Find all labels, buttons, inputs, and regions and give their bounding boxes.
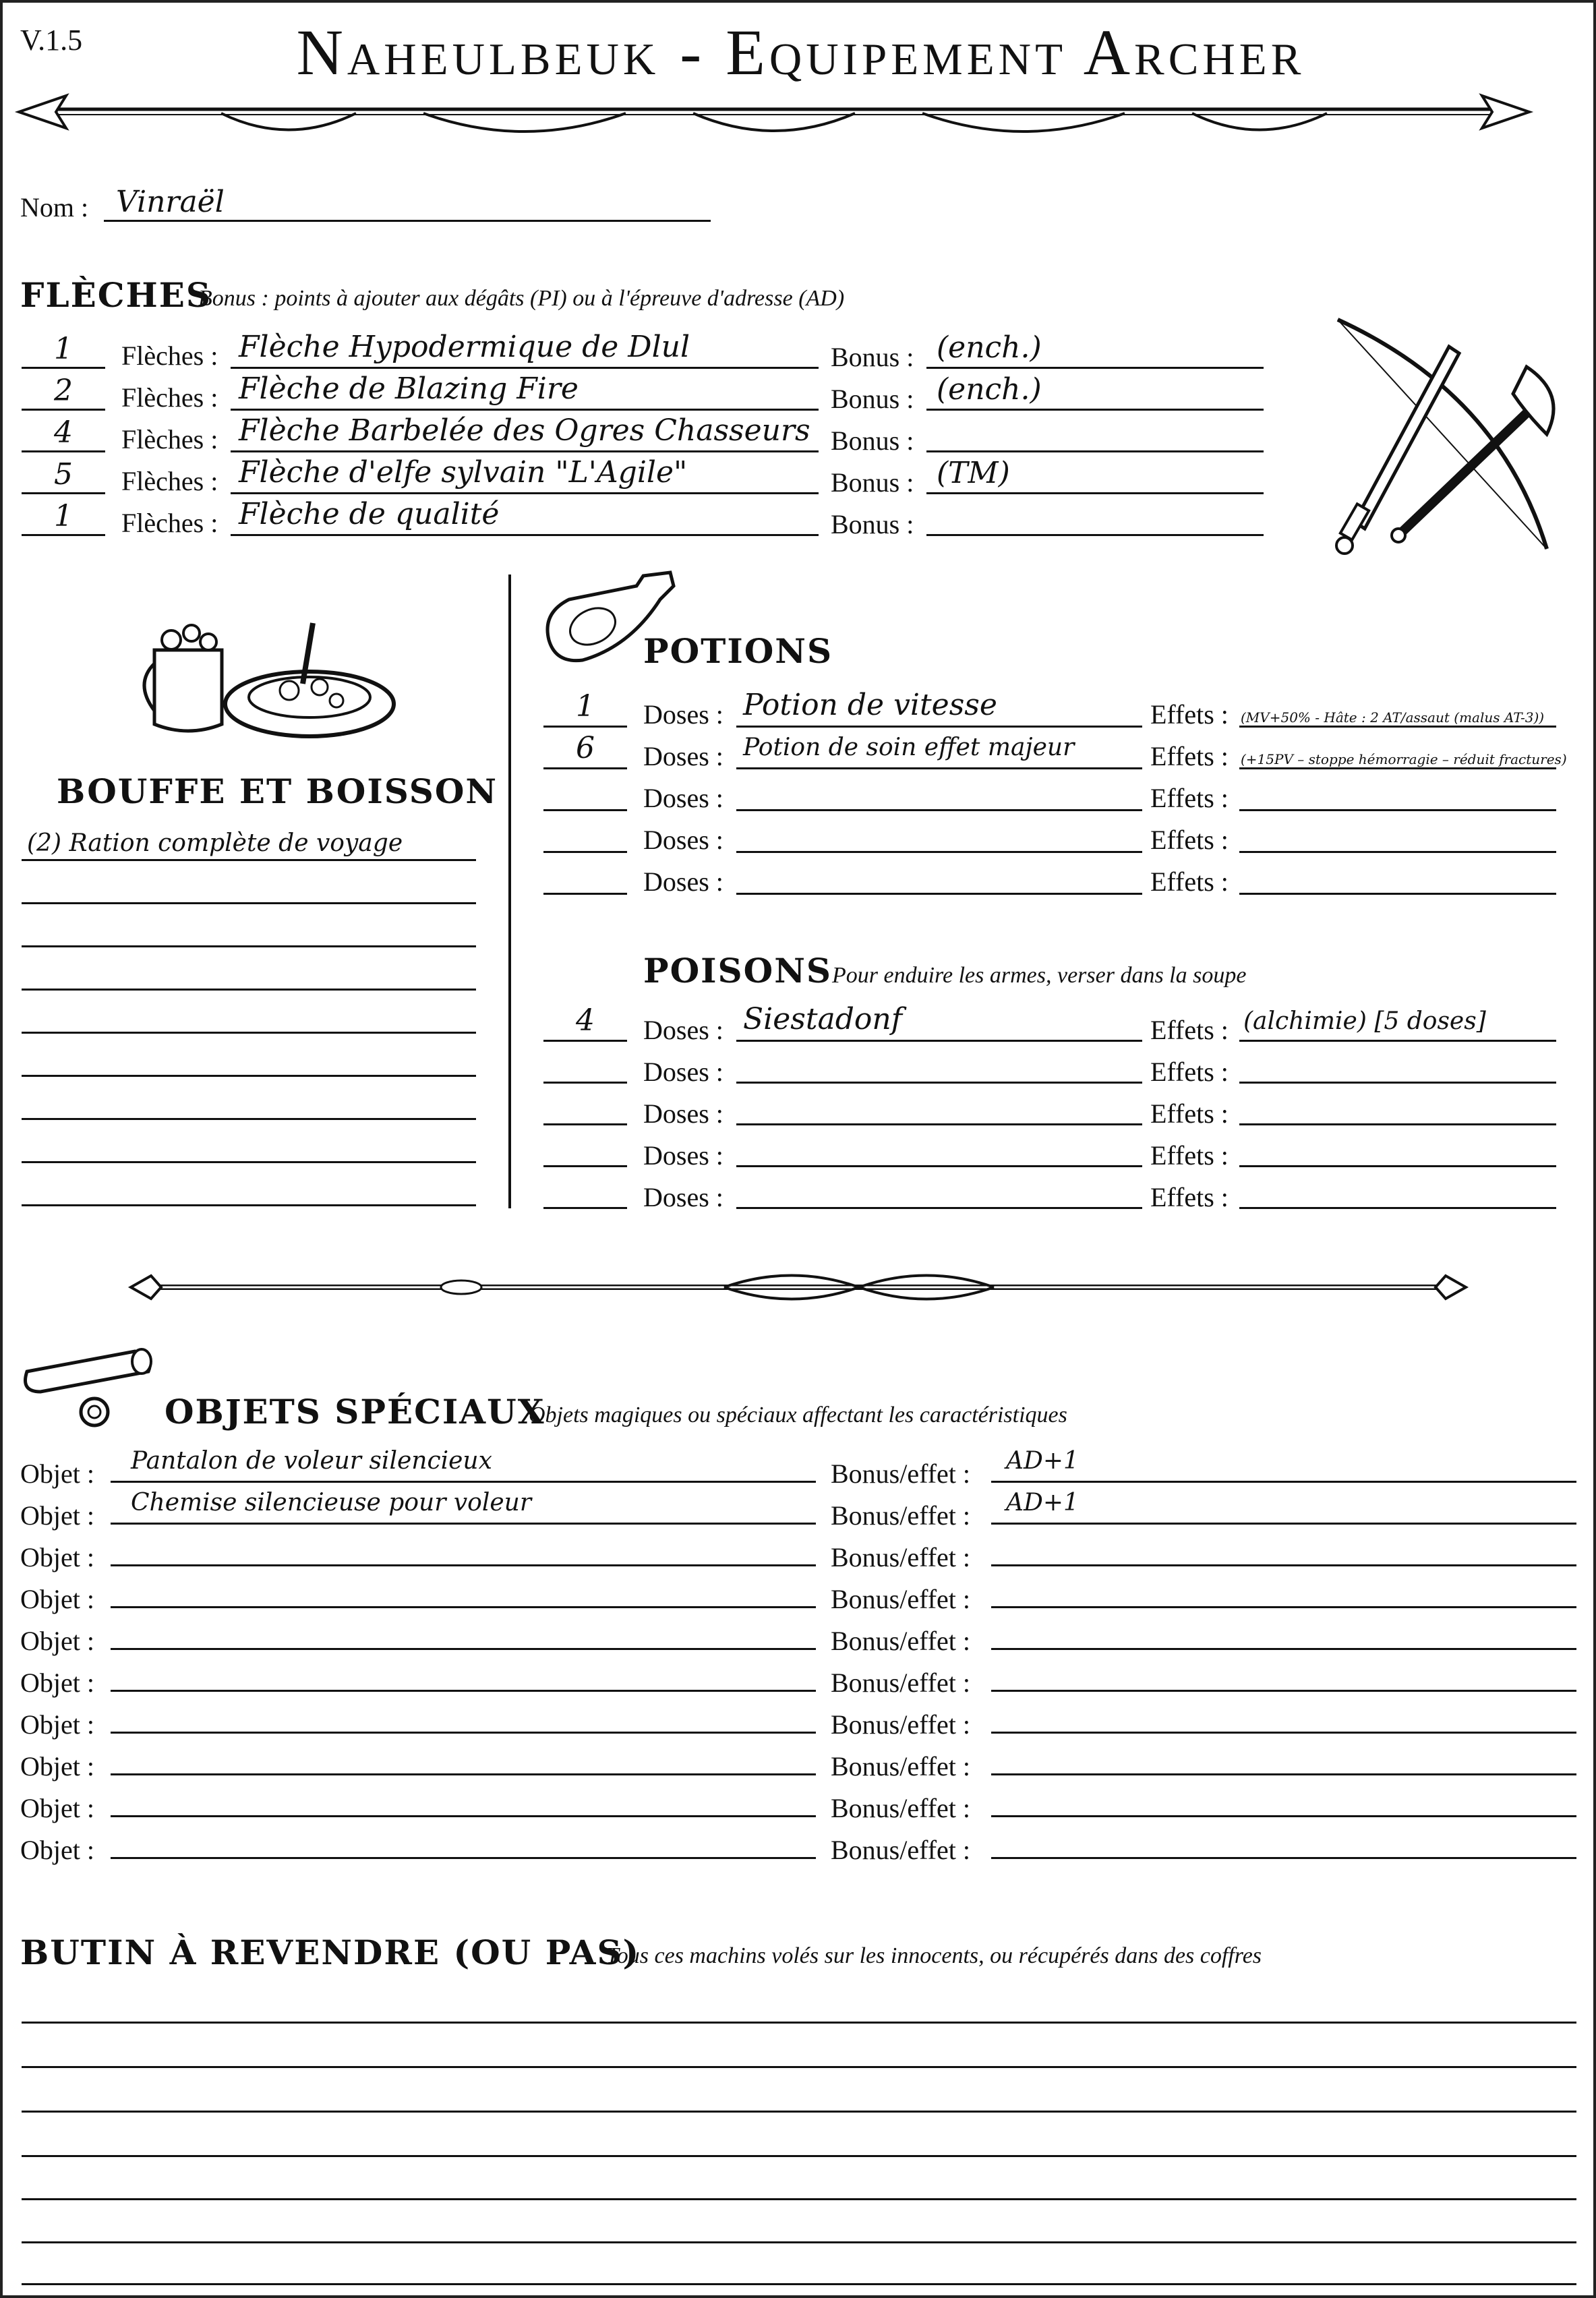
potion-doses-label: Doses : bbox=[643, 699, 723, 730]
fleches-title: FLÈCHES bbox=[20, 275, 212, 315]
fleche-name[interactable]: Flèche Barbelée des Ogres Chasseurs bbox=[239, 413, 810, 448]
fleche-bonus[interactable]: (ench.) bbox=[937, 330, 1042, 365]
fleche-bonus-label: Bonus : bbox=[831, 509, 914, 539]
fleche-name[interactable]: Flèche Hypodermique de Dlul bbox=[239, 330, 690, 364]
poison-effets-label: Effets : bbox=[1150, 1182, 1229, 1212]
objet-label: Objet : bbox=[20, 1584, 94, 1614]
objet-bonus-label: Bonus/effet : bbox=[831, 1459, 971, 1489]
fleche-bonus[interactable]: (TM) bbox=[937, 456, 1010, 490]
poison-doses-label: Doses : bbox=[643, 1057, 723, 1087]
page-title: Naheulbeuk - Equipement Archer bbox=[296, 16, 1305, 88]
fleche-qty[interactable]: 1 bbox=[54, 332, 73, 366]
crossed-bow-sword-axe-icon bbox=[1324, 313, 1574, 556]
fleche-bonus-label: Bonus : bbox=[831, 467, 914, 498]
fleche-bonus-label: Bonus : bbox=[831, 425, 914, 456]
potion-doses-label: Doses : bbox=[643, 741, 723, 771]
potion-name[interactable]: Potion de soin effet majeur bbox=[743, 734, 1075, 761]
objet-name[interactable]: Pantalon de voleur silencieux bbox=[131, 1447, 492, 1475]
potion-effets-label: Effets : bbox=[1150, 866, 1229, 897]
objet-label: Objet : bbox=[20, 1459, 94, 1489]
potion-doses-label: Doses : bbox=[643, 825, 723, 855]
name-value[interactable]: Vinraël bbox=[116, 185, 225, 219]
scroll-ring-icon bbox=[20, 1345, 162, 1432]
poison-doses-label: Doses : bbox=[643, 1140, 723, 1171]
objet-label: Objet : bbox=[20, 1793, 94, 1823]
fleche-name[interactable]: Flèche de qualité bbox=[239, 497, 500, 531]
potion-effets-label: Effets : bbox=[1150, 699, 1229, 730]
poison-effets-label: Effets : bbox=[1150, 1140, 1229, 1171]
poison-doses-label: Doses : bbox=[643, 1015, 723, 1045]
objet-bonus-label: Bonus/effet : bbox=[831, 1542, 971, 1572]
objet-bonus-label: Bonus/effet : bbox=[831, 1584, 971, 1614]
potion-effets-label: Effets : bbox=[1150, 825, 1229, 855]
arrow-divider-icon bbox=[19, 89, 1529, 150]
potion-doses-label: Doses : bbox=[643, 783, 723, 813]
potion-qty[interactable]: 1 bbox=[576, 689, 595, 724]
fleche-name[interactable]: Flèche de Blazing Fire bbox=[239, 372, 579, 406]
bouffe-title: BOUFFE ET BOISSON bbox=[57, 771, 498, 811]
objet-label: Objet : bbox=[20, 1751, 94, 1781]
fleche-qty[interactable]: 1 bbox=[54, 499, 73, 533]
poison-effets-label: Effets : bbox=[1150, 1015, 1229, 1045]
poison-doses-label: Doses : bbox=[643, 1098, 723, 1129]
potions-title: POTIONS bbox=[643, 631, 833, 671]
name-label: Nom : bbox=[20, 192, 89, 223]
objet-label: Objet : bbox=[20, 1626, 94, 1656]
poisons-subtitle: Pour enduire les armes, verser dans la soupe bbox=[832, 963, 1247, 988]
objet-bonus[interactable]: AD+1 bbox=[1006, 1447, 1079, 1475]
objet-bonus-label: Bonus/effet : bbox=[831, 1835, 971, 1865]
potion-effets-label: Effets : bbox=[1150, 783, 1229, 813]
potion-effect[interactable]: (+15PV – stoppe hémorragie – réduit fractures) bbox=[1241, 751, 1567, 767]
objet-label: Objet : bbox=[20, 1500, 94, 1531]
potion-name[interactable]: Potion de vitesse bbox=[743, 688, 997, 722]
objet-bonus[interactable]: AD+1 bbox=[1006, 1489, 1079, 1516]
fleche-qty-label: Flèches : bbox=[121, 341, 218, 371]
fleche-name[interactable]: Flèche d'elfe sylvain "L'Agile" bbox=[239, 455, 688, 490]
fleche-qty[interactable]: 5 bbox=[54, 457, 73, 492]
potion-qty[interactable]: 6 bbox=[576, 731, 595, 765]
poison-effets-label: Effets : bbox=[1150, 1098, 1229, 1129]
objet-bonus-label: Bonus/effet : bbox=[831, 1793, 971, 1823]
objet-label: Objet : bbox=[20, 1542, 94, 1572]
food-bowl-mug-icon bbox=[141, 610, 397, 744]
poison-name[interactable]: Siestadonf bbox=[743, 1002, 903, 1036]
fleche-qty-label: Flèches : bbox=[121, 424, 218, 454]
objet-bonus-label: Bonus/effet : bbox=[831, 1709, 971, 1740]
poisons-title: POISONS bbox=[643, 951, 833, 991]
objets-subtitle: Objets magiques ou spéciaux affectant les caractéristiques bbox=[529, 1403, 1067, 1427]
poison-effect[interactable]: (alchimie) [5 doses] bbox=[1243, 1007, 1486, 1035]
name-underline bbox=[104, 220, 711, 222]
objet-bonus-label: Bonus/effet : bbox=[831, 1500, 971, 1531]
staff-divider-icon bbox=[131, 1264, 1466, 1311]
poison-qty[interactable]: 4 bbox=[576, 1003, 595, 1038]
butin-title: BUTIN À REVENDRE (OU PAS) bbox=[20, 1933, 641, 1972]
fleche-qty-label: Flèches : bbox=[121, 382, 218, 413]
poison-effets-label: Effets : bbox=[1150, 1057, 1229, 1087]
fleche-bonus-label: Bonus : bbox=[831, 384, 914, 414]
objet-name[interactable]: Chemise silencieuse pour voleur bbox=[131, 1489, 532, 1516]
butin-subtitle: Tous ces machins volés sur les innocents, ou récupérés dans des coffres bbox=[606, 1943, 1262, 1968]
column-divider bbox=[508, 574, 511, 1208]
objet-label: Objet : bbox=[20, 1835, 94, 1865]
version-label: V.1.5 bbox=[20, 24, 83, 57]
objet-bonus-label: Bonus/effet : bbox=[831, 1751, 971, 1781]
poison-doses-label: Doses : bbox=[643, 1182, 723, 1212]
fleche-bonus-label: Bonus : bbox=[831, 342, 914, 372]
objet-label: Objet : bbox=[20, 1709, 94, 1740]
potion-effect[interactable]: (MV+50% - Hâte : 2 AT/assaut (malus AT-3)) bbox=[1241, 709, 1545, 726]
fleche-bonus[interactable]: (ench.) bbox=[937, 372, 1042, 407]
bouffe-line[interactable]: (2) Ration complète de voyage bbox=[27, 829, 403, 857]
objets-title: OBJETS SPÉCIAUX bbox=[165, 1392, 545, 1432]
objet-bonus-label: Bonus/effet : bbox=[831, 1668, 971, 1698]
objet-bonus-label: Bonus/effet : bbox=[831, 1626, 971, 1656]
fleche-qty-label: Flèches : bbox=[121, 466, 218, 496]
fleche-qty[interactable]: 2 bbox=[54, 374, 73, 408]
fleches-subtitle: Bonus : points à ajouter aux dégâts (PI) ou à l'épreuve d'adresse (AD) bbox=[198, 286, 845, 311]
potion-doses-label: Doses : bbox=[643, 866, 723, 897]
potion-effets-label: Effets : bbox=[1150, 741, 1229, 771]
objet-label: Objet : bbox=[20, 1668, 94, 1698]
fleche-qty[interactable]: 4 bbox=[54, 415, 73, 450]
fleche-qty-label: Flèches : bbox=[121, 508, 218, 538]
